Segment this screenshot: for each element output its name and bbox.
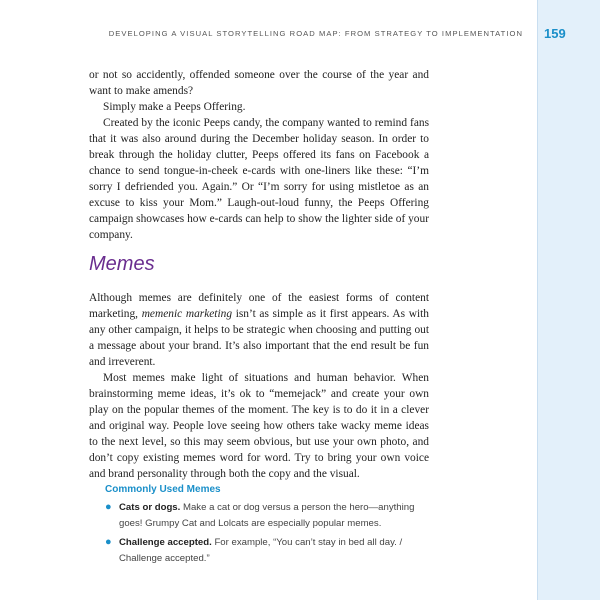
- bullet-icon: ●: [105, 501, 112, 513]
- memes-text-block: [89, 290, 429, 482]
- list-item-text: For example, “You can’t stay in bed all day. / Challenge accepted.”: [119, 537, 403, 564]
- intro-paragraph-3: Created by the iconic Peeps candy, the company wanted to remind fans that it was also around during the December holiday season. In order to break through the holiday clutter, Peeps offered its fans on Facebook a chance to send tongue-in-cheek e-cards with one-liners like these: “I’m sorry I defriended you. Again.” Or “I’m sorry for using mistletoe as an excuse to kiss your Mom.” Laugh-out-loud funny, the Peeps Offering campaign showcases how e-cards can help to show the lighter side of your company.: [89, 117, 429, 241]
- list-item-term: Cats or dogs.: [119, 502, 181, 513]
- memenic-marketing-term: memenic marketing: [141, 308, 233, 320]
- intro-paragraph-2: Simply make a Peeps Offering.: [103, 101, 246, 113]
- page-edge-strip: [537, 0, 600, 600]
- memes-paragraph-2: Most memes make light of situations and human behavior. When brainstorming meme ideas, it’s ok to “memejack” and create your own play on the popular themes of the moment. The key is to do it in a clever and original way. People love seeing how others take wacky meme ideas to the next level, so this may seem obvious, but use your own photo, and don’t copy existing memes word for word. Try to bring your own voice and brand personality through both the copy and the visual.: [89, 372, 429, 480]
- section-heading-memes: Memes: [89, 253, 155, 275]
- memes-paragraph-1-end: isn’t as simple as it first appears. As with any other campaign, it helps to be strategic when choosing and putting out a message about your brand. It’s also important that the end result be fun and irreverent.: [89, 308, 429, 368]
- sidebar-heading: Commonly Used Memes: [105, 484, 221, 495]
- list-item-text: Make a cat or dog versus a person the hero—anything goes! Grumpy Cat and Lolcats are especially popular memes.: [119, 502, 415, 529]
- memes-paragraph-1-start: Although memes are definitely one of the easiest forms of content marketing,: [89, 292, 429, 320]
- running-head: DEVELOPING A VISUAL STORYTELLING ROAD MAP: FROM STRATEGY TO IMPLEMENTATION: [108, 29, 523, 38]
- bullet-icon: ●: [105, 536, 112, 548]
- memes-bullet-list: [105, 500, 435, 570]
- list-item-term: Challenge accepted.: [119, 537, 212, 548]
- list-item: [105, 535, 435, 566]
- intro-paragraph-1: or not so accidently, offended someone over the course of the year and want to make amends?: [89, 69, 429, 97]
- memes-paragraph-1: [89, 290, 429, 370]
- page-number: 159: [544, 26, 566, 41]
- intro-text-block: [89, 67, 429, 243]
- list-item: [105, 500, 435, 531]
